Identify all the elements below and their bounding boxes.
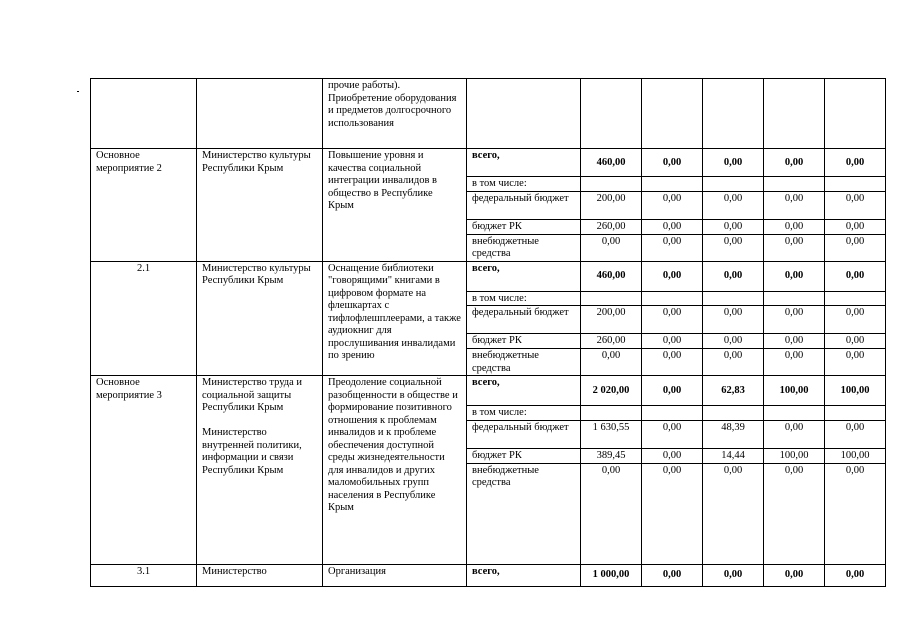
description-cell: прочие работы). Приобретение оборудования и предметов долгосрочного использования	[323, 79, 467, 149]
executor-cell: Министерство культуры Республики Крым	[197, 261, 323, 376]
value-cell	[703, 79, 764, 149]
value-cell: 0,00	[642, 420, 703, 448]
executor-cell: Министерство труда и социальной защиты Республики Крым Министерство внутренней политики, информации и связи Республики Крым	[197, 376, 323, 565]
value-cell: 200,00	[581, 306, 642, 334]
value-cell	[581, 177, 642, 192]
total-label-cell: всего,	[467, 261, 581, 291]
source-cell: в том числе:	[467, 406, 581, 421]
value-cell: 0,00	[642, 448, 703, 463]
source-cell: бюджет РК	[467, 448, 581, 463]
total-value-cell: 100,00	[764, 376, 825, 406]
source-cell: федеральный бюджет	[467, 420, 581, 448]
value-cell: 0,00	[642, 349, 703, 376]
value-cell: 0,00	[581, 463, 642, 564]
total-value-cell: 460,00	[581, 261, 642, 291]
value-cell: 0,00	[581, 234, 642, 261]
value-cell: 48,39	[703, 420, 764, 448]
total-value-cell: 62,83	[703, 376, 764, 406]
value-cell: 0,00	[764, 234, 825, 261]
value-cell: 0,00	[825, 219, 886, 234]
event-cell: 3.1	[91, 564, 197, 586]
executor-cell: Министерство культуры Республики Крым	[197, 149, 323, 262]
value-cell: 0,00	[825, 349, 886, 376]
value-cell: 0,00	[764, 306, 825, 334]
value-cell	[642, 291, 703, 306]
value-cell	[825, 79, 886, 149]
value-cell: 260,00	[581, 219, 642, 234]
source-cell: внебюджетные средства	[467, 349, 581, 376]
table-row	[91, 261, 886, 291]
value-cell: 200,00	[581, 191, 642, 219]
total-value-cell: 0,00	[825, 149, 886, 177]
margin-mark	[77, 91, 79, 92]
total-value-cell: 0,00	[703, 564, 764, 586]
value-cell: 0,00	[825, 463, 886, 564]
table-row	[91, 79, 886, 149]
total-label-cell: всего,	[467, 149, 581, 177]
value-cell: 389,45	[581, 448, 642, 463]
table-body	[91, 79, 886, 587]
total-value-cell: 0,00	[642, 564, 703, 586]
value-cell: 0,00	[642, 306, 703, 334]
value-cell	[703, 291, 764, 306]
value-cell: 0,00	[825, 334, 886, 349]
source-cell: федеральный бюджет	[467, 306, 581, 334]
value-cell	[764, 79, 825, 149]
event-cell	[91, 79, 197, 149]
value-cell: 0,00	[703, 349, 764, 376]
event-cell: 2.1	[91, 261, 197, 376]
executor-cell	[197, 79, 323, 149]
value-cell: 0,00	[825, 234, 886, 261]
total-value-cell: 0,00	[642, 376, 703, 406]
value-cell: 0,00	[764, 219, 825, 234]
value-cell: 0,00	[703, 463, 764, 564]
total-value-cell: 0,00	[764, 261, 825, 291]
source-cell: бюджет РК	[467, 219, 581, 234]
value-cell: 0,00	[642, 219, 703, 234]
source-cell: в том числе:	[467, 291, 581, 306]
value-cell: 100,00	[825, 448, 886, 463]
value-cell	[764, 177, 825, 192]
value-cell: 0,00	[642, 191, 703, 219]
value-cell: 260,00	[581, 334, 642, 349]
source-cell: федеральный бюджет	[467, 191, 581, 219]
table-row	[91, 564, 886, 586]
value-cell	[764, 291, 825, 306]
value-cell: 0,00	[764, 334, 825, 349]
value-cell: 0,00	[703, 234, 764, 261]
table-row	[91, 149, 886, 177]
value-cell: 0,00	[764, 420, 825, 448]
event-cell: Основное мероприятие 3	[91, 376, 197, 565]
value-cell	[825, 177, 886, 192]
total-value-cell: 0,00	[825, 564, 886, 586]
value-cell	[825, 406, 886, 421]
budget-table	[90, 78, 886, 587]
total-value-cell: 2 020,00	[581, 376, 642, 406]
value-cell: 0,00	[703, 219, 764, 234]
value-cell: 0,00	[764, 463, 825, 564]
value-cell	[642, 79, 703, 149]
total-value-cell: 0,00	[764, 564, 825, 586]
total-value-cell: 0,00	[703, 261, 764, 291]
value-cell: 0,00	[581, 349, 642, 376]
source-cell: внебюджетные средства	[467, 234, 581, 261]
value-cell: 0,00	[642, 234, 703, 261]
value-cell: 0,00	[764, 191, 825, 219]
event-cell: Основное мероприятие 2	[91, 149, 197, 262]
value-cell	[581, 406, 642, 421]
value-cell	[581, 291, 642, 306]
description-cell: Оснащение библиотеки "говорящими" книгами в цифровом формате на флешкартах с тифлофлешплеерами, а также аудиокниг для прослушивания инвалидами по зрению	[323, 261, 467, 376]
value-cell	[642, 406, 703, 421]
table-row	[91, 376, 886, 406]
total-value-cell: 460,00	[581, 149, 642, 177]
value-cell: 0,00	[703, 191, 764, 219]
value-cell	[642, 177, 703, 192]
total-value-cell: 1 000,00	[581, 564, 642, 586]
total-value-cell: 0,00	[764, 149, 825, 177]
total-label-cell: всего,	[467, 376, 581, 406]
total-value-cell: 100,00	[825, 376, 886, 406]
description-cell: Повышение уровня и качества социальной интеграции инвалидов в общество в Республике Крым	[323, 149, 467, 262]
value-cell: 0,00	[642, 463, 703, 564]
value-cell: 0,00	[642, 334, 703, 349]
value-cell: 0,00	[703, 306, 764, 334]
value-cell: 0,00	[825, 191, 886, 219]
value-cell	[703, 406, 764, 421]
value-cell: 0,00	[703, 334, 764, 349]
value-cell	[764, 406, 825, 421]
total-label-cell: всего,	[467, 564, 581, 586]
total-value-cell: 0,00	[642, 149, 703, 177]
description-cell: Организация	[323, 564, 467, 586]
value-cell: 100,00	[764, 448, 825, 463]
source-cell: бюджет РК	[467, 334, 581, 349]
value-cell	[703, 177, 764, 192]
value-cell	[581, 79, 642, 149]
value-cell: 0,00	[825, 306, 886, 334]
total-value-cell: 0,00	[642, 261, 703, 291]
source-cell: в том числе:	[467, 177, 581, 192]
value-cell: 0,00	[825, 420, 886, 448]
value-cell: 0,00	[764, 349, 825, 376]
value-cell: 1 630,55	[581, 420, 642, 448]
source-cell	[467, 79, 581, 149]
total-value-cell: 0,00	[825, 261, 886, 291]
value-cell: 14,44	[703, 448, 764, 463]
value-cell	[825, 291, 886, 306]
description-cell: Преодоление социальной разобщенности в обществе и формирование позитивного отношения к проблемам инвалидов и к проблеме обеспечения доступной среды жизнедеятельности для инвалидов и других маломобильных групп населения в Республике Крым	[323, 376, 467, 565]
total-value-cell: 0,00	[703, 149, 764, 177]
executor-cell: Министерство	[197, 564, 323, 586]
source-cell: внебюджетные средства	[467, 463, 581, 564]
